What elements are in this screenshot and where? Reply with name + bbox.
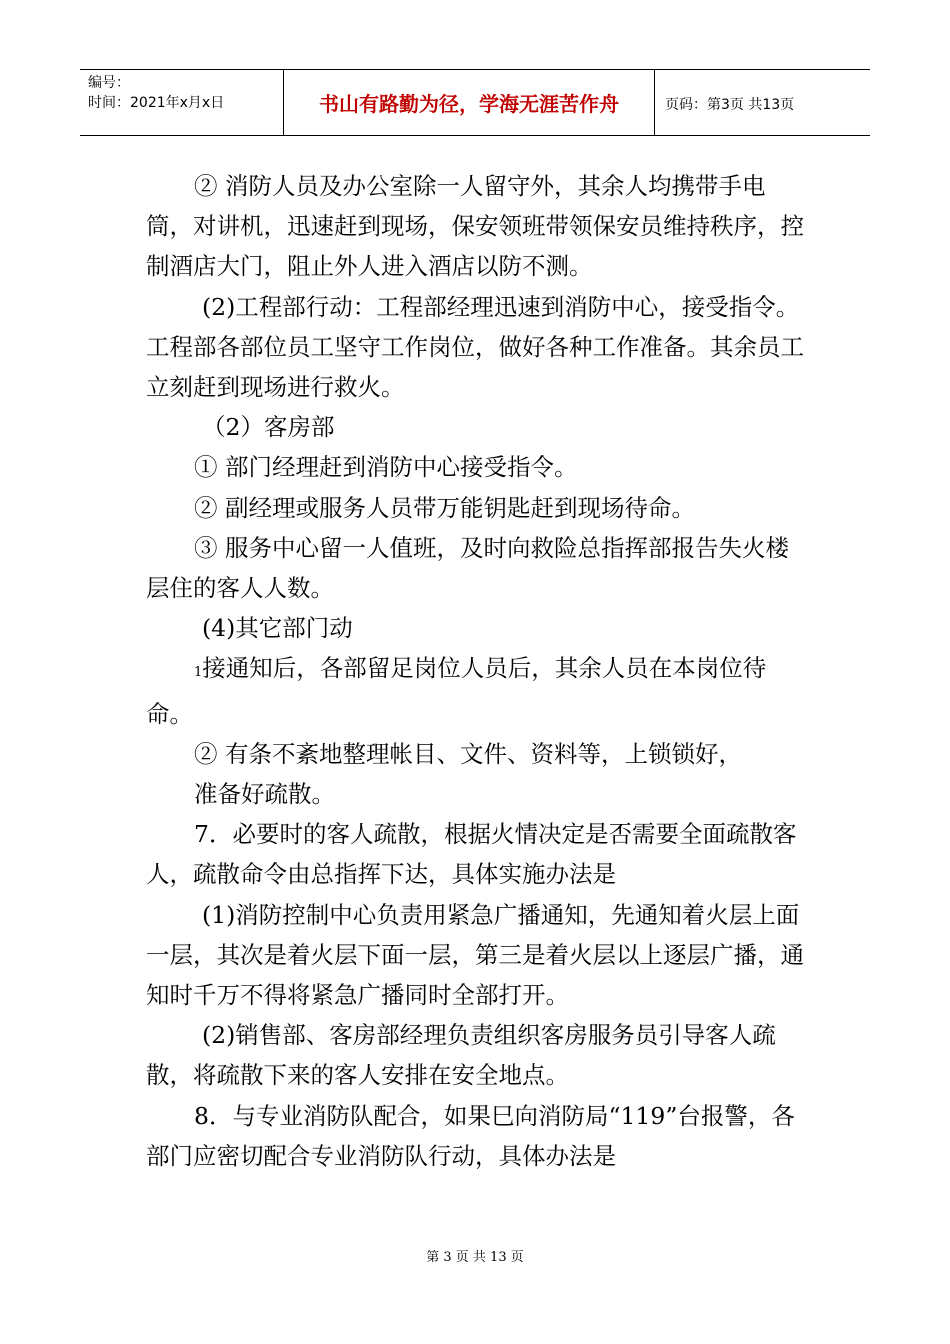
- document-body: [146, 166, 806, 1176]
- paragraph: (4)其它部门动: [202, 614, 353, 643]
- paragraph: ③ 服务中心留一人值班，及时向救险总指挥部报告失火楼层住的客人人数。: [146, 533, 789, 603]
- paragraph: ① 部门经理赶到消防中心接受指令。: [194, 453, 578, 482]
- time-label: 时间：2021年x月x日: [88, 95, 225, 111]
- paragraph: (1)消防控制中心负责用紧急广播通知，先通知着火层上面一层，其次是着火层下面一层，第三是着火层以上逐层广播，通知时千万不得将紧急广播同时全部打开。: [146, 900, 804, 1010]
- paragraph: (2)销售部、客房部经理负责组织客房服务员引导客人疏散，将疏散下来的客人安排在安全地点。: [146, 1021, 776, 1090]
- paragraph: ② 有条不紊地整理帐目、文件、资料等，上锁锁好，: [194, 739, 742, 768]
- page-header: [80, 69, 870, 136]
- paragraph: [146, 648, 806, 733]
- paragraph: 8．与专业消防队配合，如果巳向消防局“119”台报警，各部门应密切配合专业消防队行动，具体办法是: [146, 1101, 795, 1170]
- paragraph: 7．必要时的客人疏散，根据火情决定是否需要全面疏散客人，疏散命令由总指挥下达，具体实施办法是: [146, 820, 797, 889]
- paragraph: ② 消防人员及办公室除一人留守外，其余人均携带手电筒，对讲机，迅速赶到现场，保安领班带领保安员维持秩序，控制酒店大门，阻止外人进入酒店以防不测。: [146, 172, 804, 281]
- paragraph: ② 副经理或服务人员带万能钥匙赶到现场待命。: [194, 493, 695, 522]
- paragraph-text: 接通知后，各部留足岗位人员后，其余人员在本岗位待命。: [146, 654, 767, 728]
- header-motto: 书山有路勤为径，学海无涯苦作舟: [283, 70, 655, 135]
- list-marker: 1: [194, 665, 203, 681]
- page-footer: 第 3 页 共 13 页: [426, 1250, 524, 1265]
- header-meta: [80, 70, 283, 135]
- paragraph: （2）客房部: [202, 413, 335, 442]
- paragraph: (2)工程部行动：工程部经理迅速到消防中心，接受指令。工程部各部位员工坚守工作岗位，做好各种工作准备。其余员工立刻赶到现场进行救火。: [146, 292, 804, 402]
- paragraph: 准备好疏散。: [194, 780, 335, 809]
- header-page-label: 页码：第3页 共13页: [665, 97, 795, 113]
- number-label: 编号：: [88, 75, 130, 91]
